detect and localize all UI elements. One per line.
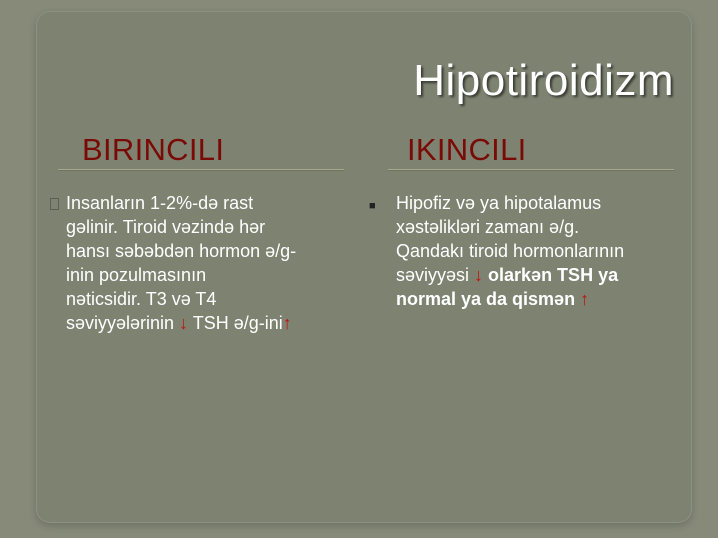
text-line: [396, 287, 686, 311]
text-line: [66, 311, 366, 335]
square-bullet-icon: [50, 198, 59, 210]
secondary-description: [396, 191, 686, 311]
primary-description: [66, 191, 366, 335]
heading-secondary: IKINCILI: [407, 132, 527, 167]
text-line: gəlinir. Tiroid vəzində hər: [66, 217, 266, 237]
text-line: hansı səbəbdən hormon ə/g-: [66, 241, 297, 261]
text-fragment: səviyyələrinin: [66, 313, 180, 333]
down-arrow-icon: ↓: [474, 265, 484, 285]
text-fragment: normal ya da qismən: [396, 289, 581, 309]
divider-left: [58, 169, 344, 170]
up-arrow-icon: ↑: [282, 313, 292, 333]
text-line: inin pozulmasının: [66, 265, 207, 285]
text-line: Hipofiz və ya hipotalamus: [396, 193, 602, 213]
text-line: xəstəlikləri zamanı ə/g.: [396, 217, 580, 237]
heading-primary: BIRINCILI: [82, 132, 225, 167]
text-line: [396, 263, 686, 287]
down-arrow-icon: ↓: [179, 313, 189, 333]
divider-right: [388, 169, 674, 170]
text-fragment: səviyyəsi: [396, 265, 475, 285]
slide-title: Hipotiroidizm: [413, 56, 674, 105]
text-line: Qandakı tiroid hormonlarının: [396, 241, 625, 261]
text-fragment: TSH ə/g-ini: [188, 313, 283, 333]
text-fragment: olarkən TSH ya: [483, 265, 619, 285]
text-line: nəticsidir. T3 və T4: [66, 289, 217, 309]
text-line: Insanların 1-2%-də rast: [66, 193, 254, 213]
square-bullet-icon: ■: [369, 200, 376, 212]
up-arrow-icon: ↑: [580, 289, 590, 309]
